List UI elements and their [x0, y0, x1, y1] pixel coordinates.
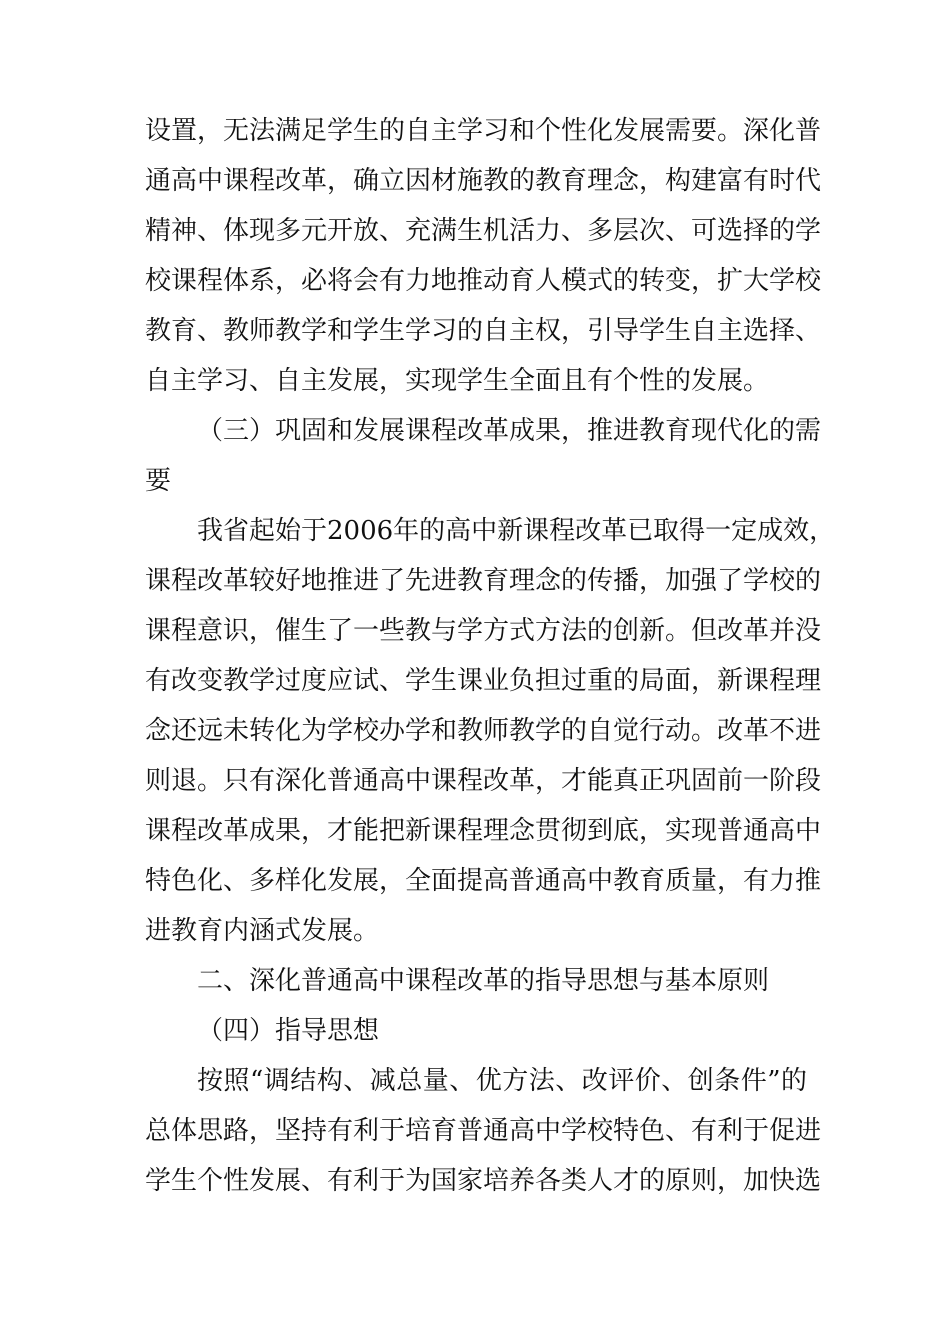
- text-line: 要: [145, 466, 172, 496]
- text-line: 有改变教学过度应试、学生课业负担过重的局面，新课程理: [145, 666, 822, 696]
- section-heading-3: [145, 406, 822, 506]
- text-line: 二、深化普通高中课程改革的指导思想与基本原则: [197, 966, 770, 996]
- section-heading-4: [145, 1006, 807, 1056]
- text-line: 校课程体系，必将会有力地推动育人模式的转变，扩大学校: [145, 266, 822, 296]
- text-line: 教育、教师教学和学生学习的自主权，引导学生自主选择、: [145, 316, 822, 346]
- text-line: 学生个性发展、有利于为国家培养各类人才的原则，加快选: [145, 1166, 822, 1196]
- text-line: 则退。只有深化普通高中课程改革，才能真正巩固前一阶段: [145, 766, 822, 796]
- text-line: 进教育内涵式发展。: [145, 916, 380, 946]
- document-body: [145, 106, 836, 1206]
- text-line: 总体思路，坚持有利于培育普通高中学校特色、有利于促进: [145, 1116, 822, 1146]
- text-line: 念还远未转化为学校办学和教师教学的自觉行动。改革不进: [145, 716, 822, 746]
- paragraph-continuation: [145, 106, 822, 406]
- text-line: 设置，无法满足学生的自主学习和个性化发展需要。深化普: [145, 116, 822, 146]
- paragraph-guiding-ideology: [145, 1056, 822, 1206]
- text-line: 特色化、多样化发展，全面提高普通高中教育质量，有力推: [145, 866, 822, 896]
- text-line: 课程改革成果，才能把新课程理念贯彻到底，实现普通高中: [145, 816, 822, 846]
- text-line: 精神、体现多元开放、充满生机活力、多层次、可选择的学: [145, 216, 822, 246]
- chapter-heading-2: [145, 956, 807, 1006]
- text-line: 通高中课程改革，确立因材施教的教育理念，构建富有时代: [145, 166, 822, 196]
- text-line: 课程改革较好地推进了先进教育理念的传播，加强了学校的: [145, 566, 822, 596]
- text-line: 我省起始于2006年的高中新课程改革已取得一定成效，: [197, 516, 836, 546]
- text-line: 课程意识，催生了一些教与学方式方法的创新。但改革并没: [145, 616, 822, 646]
- text-line: 自主学习、自主发展，实现学生全面且有个性的发展。: [145, 366, 770, 396]
- text-line: （三）巩固和发展课程改革成果，推进教育现代化的需: [197, 416, 822, 446]
- text-line: 按照“调结构、减总量、优方法、改评价、创条件”的: [197, 1066, 807, 1096]
- paragraph-course-reform: [145, 506, 836, 956]
- text-line: （四）指导思想: [197, 1016, 380, 1046]
